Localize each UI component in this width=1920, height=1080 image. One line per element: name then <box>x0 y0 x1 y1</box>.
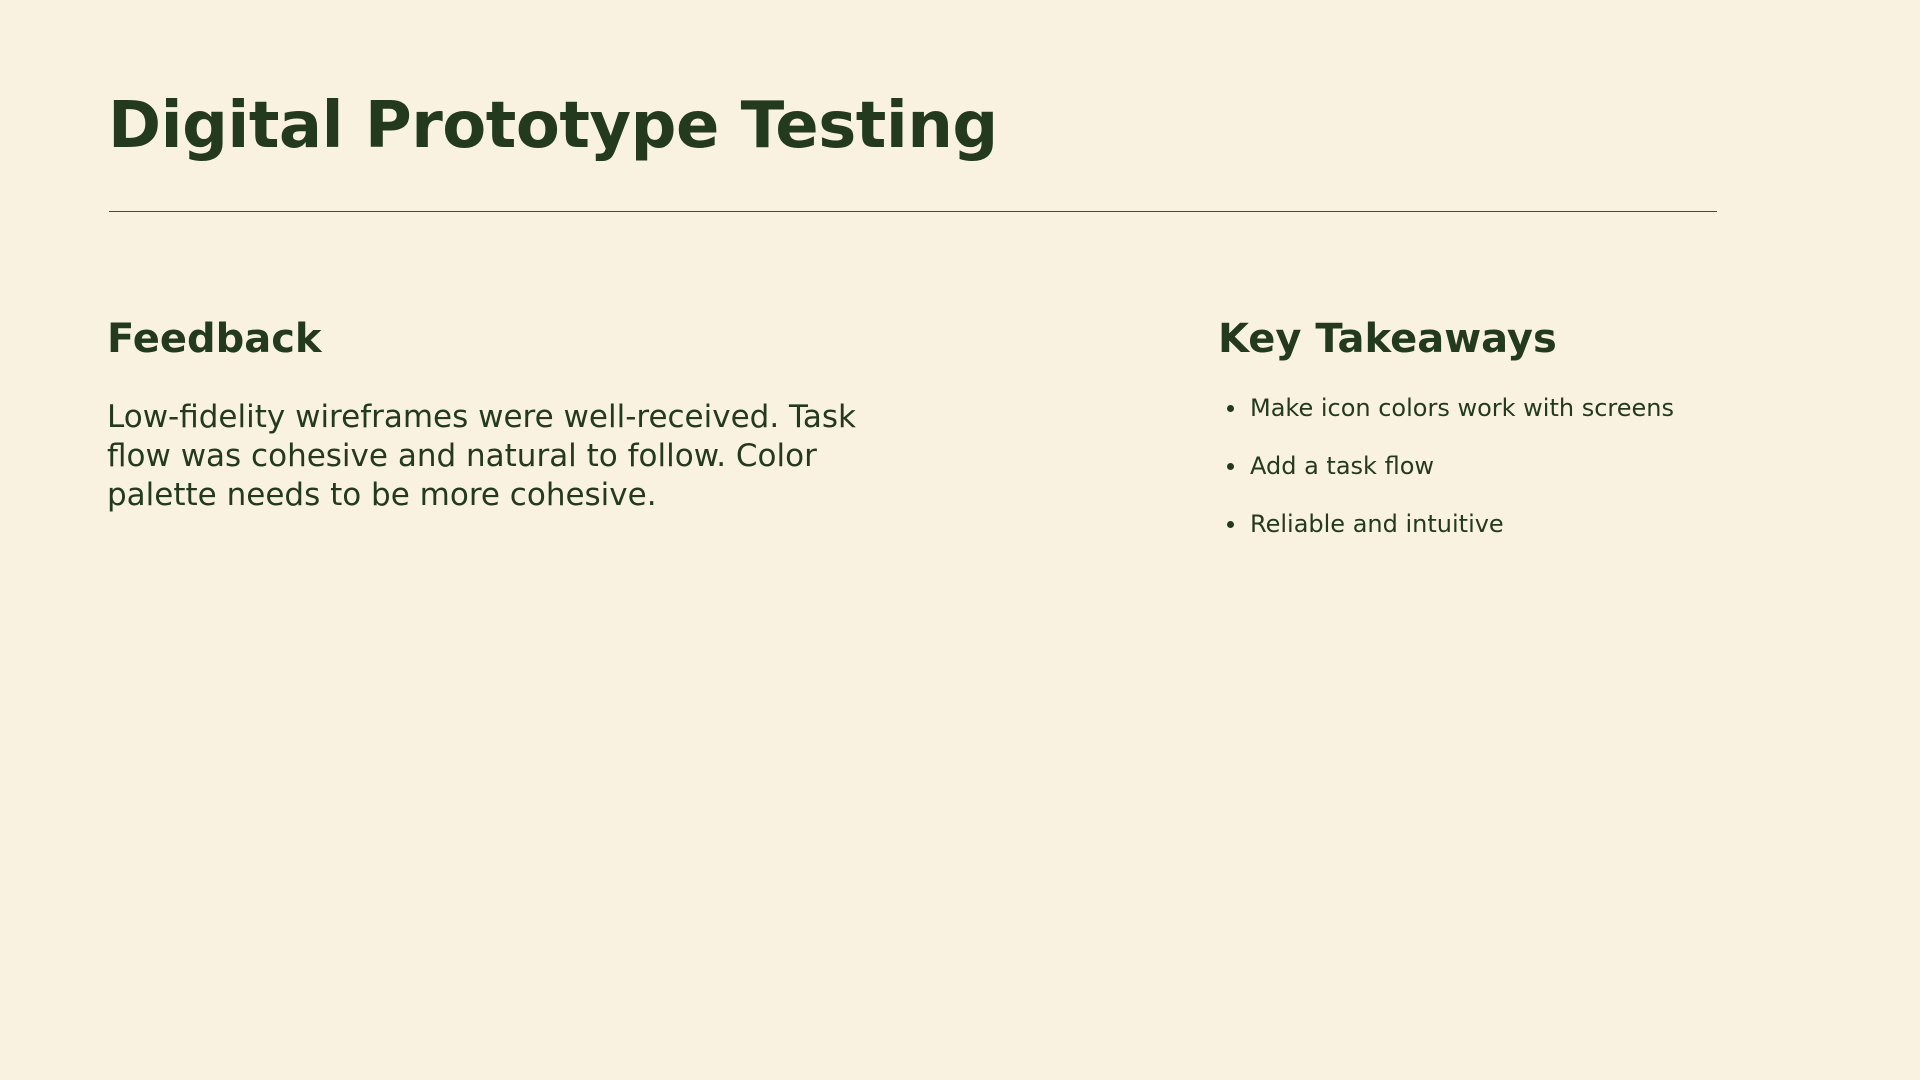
feedback-heading: Feedback <box>107 316 322 362</box>
takeaway-text: Add a task flow <box>1250 452 1435 480</box>
page-title: Digital Prototype Testing <box>108 89 998 163</box>
takeaways-list <box>1218 392 1858 540</box>
bullet-icon <box>1227 521 1234 528</box>
key-takeaways-heading: Key Takeaways <box>1218 316 1557 362</box>
feedback-section <box>107 312 907 515</box>
bullet-icon <box>1227 405 1234 412</box>
bullet-icon <box>1227 463 1234 470</box>
list-item <box>1218 508 1858 540</box>
takeaway-text: Reliable and intuitive <box>1250 510 1504 538</box>
takeaway-text: Make icon colors work with screens <box>1250 394 1675 422</box>
key-takeaways-section <box>1218 312 1858 566</box>
list-item <box>1218 450 1858 482</box>
title-divider <box>109 211 1717 212</box>
feedback-text: Low-fidelity wireframes were well-received. Task flow was cohesive and natural to follow. Color palette needs to be more cohesive. <box>107 399 856 513</box>
list-item <box>1218 392 1858 424</box>
